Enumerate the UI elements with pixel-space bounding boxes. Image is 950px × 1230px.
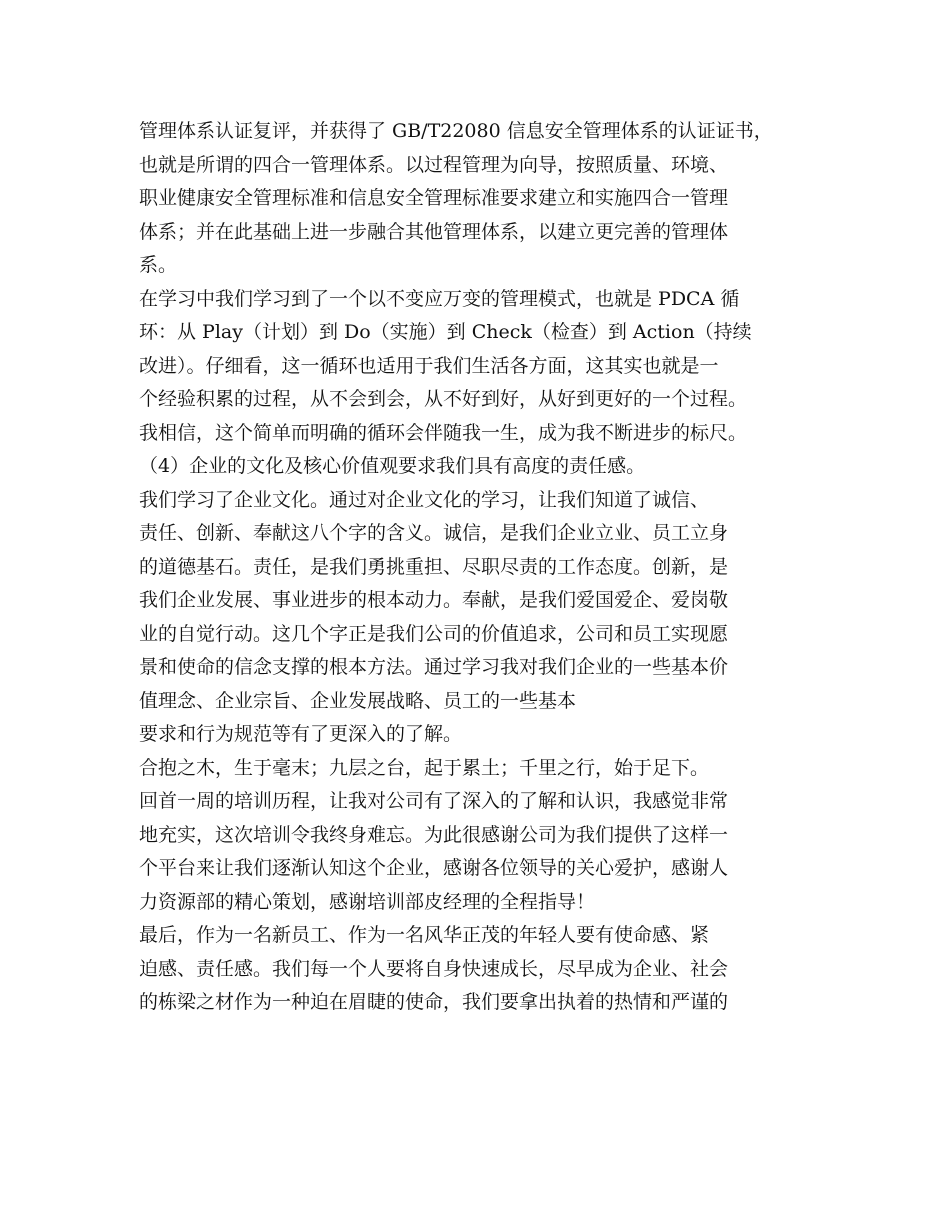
text-line: 我相信，这个简单而明确的循环会伴随我一生，成为我不断进步的标尺。 (139, 421, 748, 444)
text-line: 的栋梁之材作为一种迫在眉睫的使命，我们要拿出执着的热情和严谨的 (139, 991, 729, 1013)
text-line: 管理体系认证复评，并获得了 GB/T22080 信息安全管理体系的认证证书， (139, 120, 773, 142)
text-line: 合抱之木，生于毫末；九层之台，起于累土；千里之行，始于足下。 (139, 756, 710, 779)
text-line: 地充实，这次培训令我终身难忘。为此很感谢公司为我们提供了这样一 (139, 823, 729, 846)
text-line: 系。 (139, 254, 178, 276)
text-line: 职业健康安全管理标准和信息安全管理标准要求建立和实施四合一管理 (139, 187, 729, 209)
text-line: 我们企业发展、事业进步的根本动力。奉献，是我们爱国爱企、爱岗敬 (139, 589, 729, 611)
text-line: 改进）。仔细看，这一循环也适用于我们生活各方面，这其实也就是一 (139, 354, 719, 377)
text-line: 迫感、责任感。我们每一个人要将自身快速成长，尽早成为企业、社会 (139, 957, 729, 980)
text-line: 业的自觉行动。这几个字正是我们公司的价值追求，公司和员工实现愿 (139, 622, 729, 645)
text-line: 的道德基石。责任，是我们勇挑重担、尽职尽责的工作态度。创新，是 (139, 555, 729, 578)
text-line: 环：从 Play（计划）到 Do（实施）到 Check（检查）到 Action（持续 (139, 321, 752, 343)
text-line: 值理念、企业宗旨、企业发展战略、员工的一些基本 (139, 689, 577, 712)
text-line: 最后，作为一名新员工、作为一名风华正茂的年轻人要有使命感、紧 (139, 924, 710, 946)
text-line: 个平台来让我们逐渐认知这个企业，感谢各位领导的关心爱护，感谢人 (139, 857, 729, 879)
text-line: 景和使命的信念支撑的根本方法。通过学习我对我们企业的一些基本价 (139, 656, 729, 678)
text-line: 个经验积累的过程，从不会到会，从不好到好，从好到更好的一个过程。 (139, 388, 748, 410)
text-line: 责任、创新、奉献这八个字的含义。诚信，是我们企业立业、员工立身 (139, 522, 729, 544)
text-line: 回首一周的培训历程，让我对公司有了深入的了解和认识，我感觉非常 (139, 790, 729, 812)
text-line: 体系；并在此基础上进一步融合其他管理体系，以建立更完善的管理体 (139, 220, 729, 243)
section-heading: （4）企业的文化及核心价值观要求我们具有高度的责任感。 (139, 455, 646, 477)
text-line: 在学习中我们学习到了一个以不变应万变的管理模式，也就是 PDCA 循 (139, 287, 740, 310)
text-line: 我们学习了企业文化。通过对企业文化的学习，让我们知道了诚信、 (139, 488, 710, 511)
text-line: 也就是所谓的四合一管理体系。以过程管理为向导，按照质量、环境、 (139, 153, 729, 176)
text-line: 要求和行为规范等有了更深入的了解。 (139, 723, 463, 745)
document-body (139, 115, 829, 1020)
text-line: 力资源部的精心策划，感谢培训部皮经理的全程指导！ (139, 890, 596, 913)
